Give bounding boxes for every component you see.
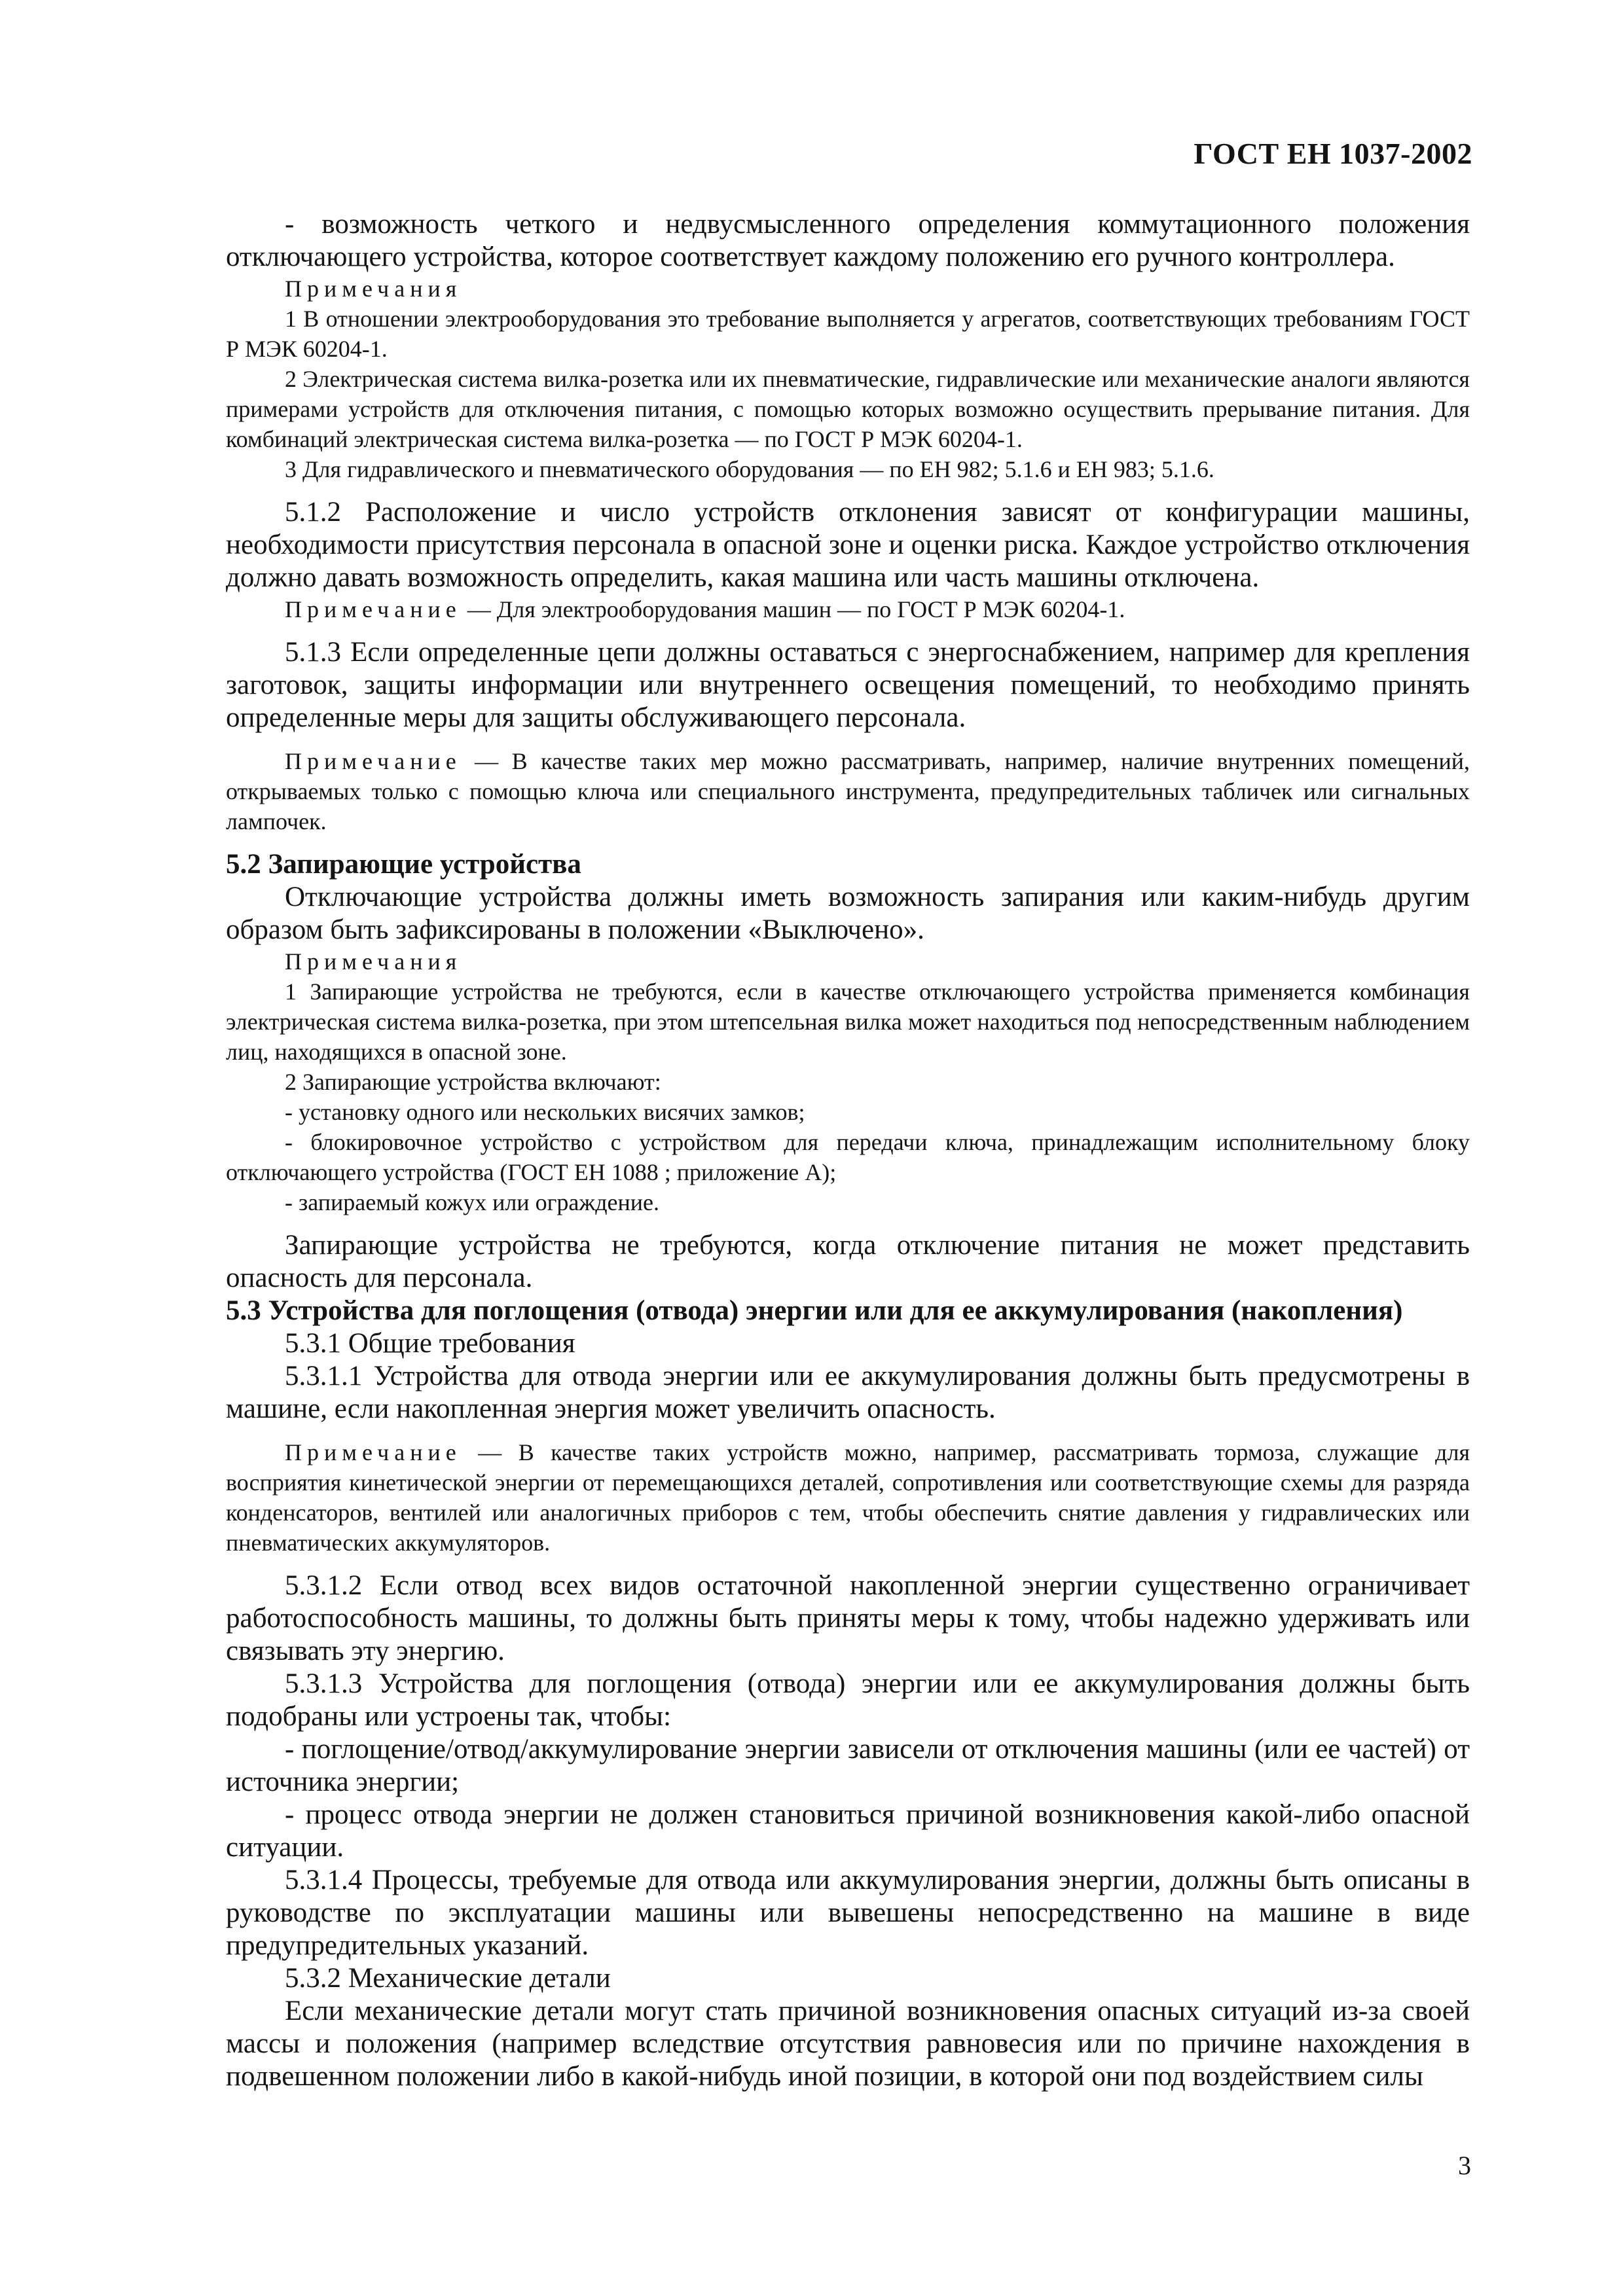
body-paragraph: 5.3.1.1 Устройства для отвода энергии или ее аккумулирования должны быть предусмотрены в машине, если накопленная энергия может увеличить опасность. [226,1361,1470,1424]
section-heading: 5.2 Запирающие устройства [226,849,581,880]
body-paragraph: 5.1.2 Расположение и число устройств отклонения зависят от конфигурации машины, необходимости присутствия персонала в опасной зоне и оценки риска. Каждое устройство отключения должно давать возможность определить, какая машина или часть машины отключена. [226,497,1470,593]
note-item: 3 Для гидравлического и пневматического оборудования — по ЕН 982; 5.1.6 и ЕН 983; 5.1.6. [285,456,1214,482]
page-number: 3 [1458,2151,1471,2180]
body-paragraph: Запирающие устройства не требуются, когда отключение питания не может представить опасность для персонала. [226,1230,1470,1293]
note-item: 1 В отношении электрооборудования это требование выполняется у агрегатов, соответствующих требованиям ГОСТ Р МЭК 60204-1. [226,306,1470,362]
body-paragraph: 5.3.1.4 Процессы, требуемые для отвода или аккумулирования энергии, должны быть описаны в руководстве по эксплуатации машины или вывешены непосредственно на машине в виде предупредительных указаний. [226,1865,1470,1961]
note-item: - запираемый кожух или ограждение. [285,1189,659,1215]
note-item: 2 Запирающие устройства включают: [285,1069,661,1095]
note-item: 2 Электрическая система вилка-розетка или их пневматические, гидравлические или механические аналоги являются примерами устройств для отключения питания, с помощью которых возможно осуществить прерывание питания. Для комбинаций электрическая система вилка-розетка — по ГОСТ Р МЭК 60204-1. [226,366,1470,452]
body-paragraph: - возможность четкого и недвусмысленного определения коммутационного положения отключающего устройства, которое соответствует каждому положению его ручного контроллера. [226,209,1470,272]
body-paragraph: 5.3.2 Механические детали [285,1963,611,1994]
note-item: 1 Запирающие устройства не требуются, если в качестве отключающего устройства применяется комбинация электрическая система вилка-розетка, при этом штепсельная вилка может находиться под непосредственным наблюдением лиц, находящихся в опасной зоне. [226,978,1470,1065]
note-paragraph [226,1437,1470,1558]
note-item: - блокировочное устройство с устройством для передачи ключа, принадлежащим исполнительному блоку отключающего устройства (ГОСТ ЕН 1088 ; приложение А); [226,1129,1470,1185]
body-paragraph: - процесс отвода энергии не должен становиться причиной возникновения какой-либо опасной ситуации. [226,1799,1470,1863]
note-paragraph [226,594,1470,624]
body-paragraph: 5.3.1 Общие требования [285,1328,575,1359]
section-heading: 5.3 Устройства для поглощения (отвода) энергии или для ее аккумулирования (накопления) [226,1295,1403,1326]
notes-label: Примечания [285,948,462,975]
note-text: — Для электрооборудования машин — по ГОСТ Р МЭК 60204-1. [461,596,1125,622]
note-item: - установку одного или нескольких висячих замков; [285,1099,805,1125]
body-paragraph: Если механические детали могут стать причиной возникновения опасных ситуаций из-за своей массы и положения (например вследствие отсутствия равновесия или по причине нахождения в подвешенном положении либо в какой-нибудь иной позиции, в которой они под воздействием силы [226,1996,1470,2092]
body-paragraph: 5.3.1.3 Устройства для поглощения (отвода) энергии или ее аккумулирования должны быть подобраны или устроены так, чтобы: [226,1668,1470,1732]
body-paragraph: 5.3.1.2 Если отвод всех видов остаточной накопленной энергии существенно ограничивает работоспособность машины, то должны быть приняты меры к тому, чтобы надежно удерживать или связывать эту энергию. [226,1570,1470,1666]
document-body [226,208,1470,2093]
note-label: Примечание [285,596,462,622]
note-text: — В качестве таких мер можно рассматривать, например, наличие внутренних помещений, открываемых только с помощью ключа или специального инструмента, предупредительных табличек или сигнальных лампочек. [226,748,1470,834]
note-label: Примечание [285,748,462,774]
document-header-code: ГОСТ ЕН 1037-2002 [1194,137,1472,170]
note-paragraph [226,746,1470,836]
notes-label: Примечания [285,276,462,302]
note-text: — В качестве таких устройств можно, например, рассматривать тормоза, служащие для восприятия кинетической энергии от перемещающихся деталей, сопротивления или соответствующие схемы для разряда конденсаторов, вентилей или аналогичных приборов с тем, чтобы обеспечить снятие давления у гидравлических или пневматических аккумуляторов. [226,1439,1470,1556]
body-paragraph: Отключающие устройства должны иметь возможность запирания или каким-нибудь другим образом быть зафиксированы в положении «Выключено». [226,882,1470,945]
note-label: Примечание [285,1439,462,1465]
body-paragraph: - поглощение/отвод/аккумулирование энергии зависели от отключения машины (или ее частей) от источника энергии; [226,1734,1470,1797]
body-paragraph: 5.1.3 Если определенные цепи должны оставаться с энергоснабжением, например для крепления заготовок, защиты информации или внутреннего освещения помещений, то необходимо принять определенные меры для защиты обслуживающего персонала. [226,637,1470,733]
